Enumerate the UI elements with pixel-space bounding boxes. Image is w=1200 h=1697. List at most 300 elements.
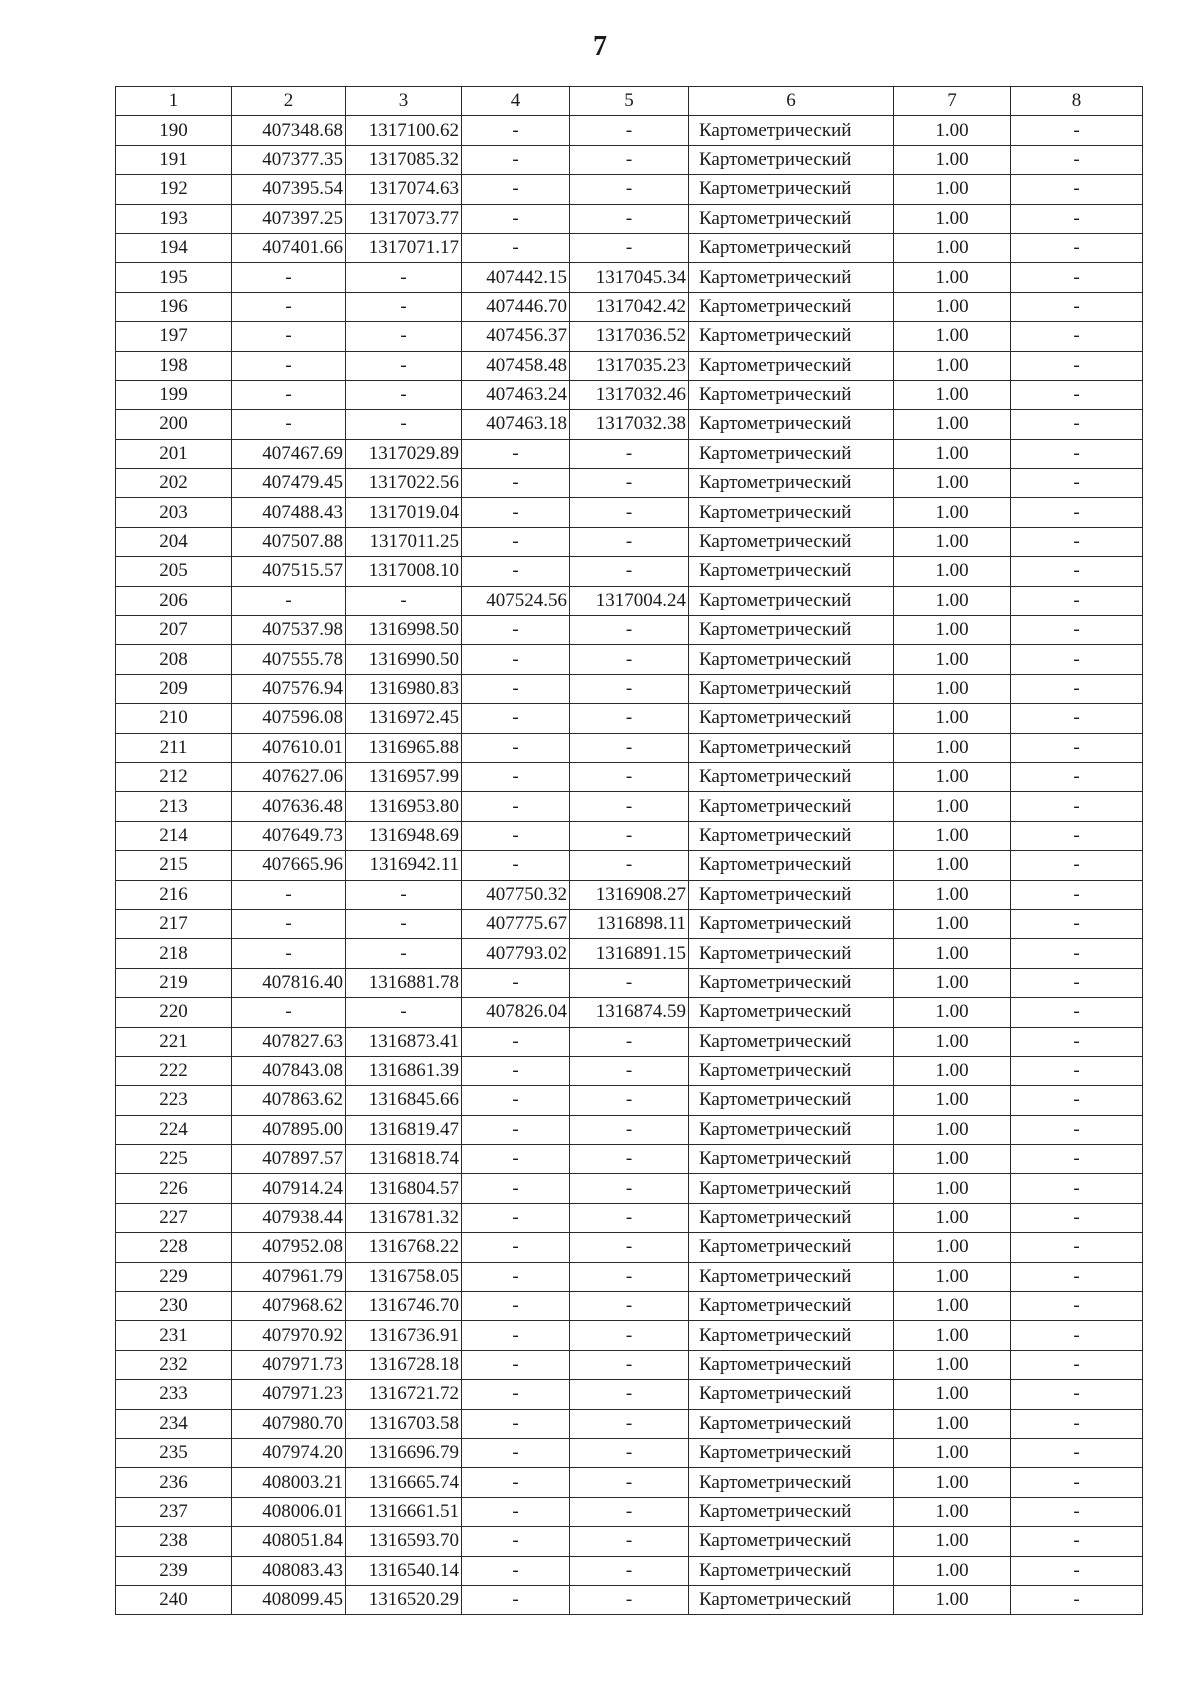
- x-existing-cell: 407968.62: [232, 1292, 346, 1321]
- method-cell: Картометрический: [689, 1497, 894, 1526]
- x-existing-cell: 407596.08: [232, 704, 346, 733]
- point-number-cell: 191: [116, 145, 232, 174]
- x-existing-cell: 407395.54: [232, 175, 346, 204]
- description-cell: -: [1011, 204, 1143, 233]
- accuracy-cell: 1.00: [894, 1145, 1011, 1174]
- y-new-cell: -: [570, 733, 689, 762]
- y-existing-cell: 1316980.83: [346, 674, 462, 703]
- accuracy-cell: 1.00: [894, 1027, 1011, 1056]
- table-row: [116, 1174, 1143, 1203]
- y-existing-cell: 1316881.78: [346, 968, 462, 997]
- x-existing-cell: -: [232, 939, 346, 968]
- x-existing-cell: 407961.79: [232, 1262, 346, 1291]
- description-cell: -: [1011, 1086, 1143, 1115]
- x-existing-cell: 407971.73: [232, 1350, 346, 1379]
- table-row: [116, 1086, 1143, 1115]
- page-number: 7: [593, 31, 607, 62]
- description-cell: -: [1011, 674, 1143, 703]
- table-row: [116, 1497, 1143, 1526]
- y-existing-cell: 1316758.05: [346, 1262, 462, 1291]
- description-cell: -: [1011, 1292, 1143, 1321]
- point-number-cell: 231: [116, 1321, 232, 1350]
- x-new-cell: -: [462, 704, 570, 733]
- description-cell: -: [1011, 880, 1143, 909]
- y-new-cell: -: [570, 1527, 689, 1556]
- point-number-cell: 225: [116, 1145, 232, 1174]
- method-cell: Картометрический: [689, 263, 894, 292]
- table-row: [116, 292, 1143, 321]
- description-cell: -: [1011, 821, 1143, 850]
- description-cell: -: [1011, 1056, 1143, 1085]
- accuracy-cell: 1.00: [894, 263, 1011, 292]
- x-existing-cell: 407377.35: [232, 145, 346, 174]
- method-cell: Картометрический: [689, 145, 894, 174]
- point-number-cell: 226: [116, 1174, 232, 1203]
- y-new-cell: -: [570, 1321, 689, 1350]
- table-row: [116, 762, 1143, 791]
- accuracy-cell: 1.00: [894, 116, 1011, 145]
- x-new-cell: -: [462, 792, 570, 821]
- y-existing-cell: 1316819.47: [346, 1115, 462, 1144]
- x-existing-cell: -: [232, 351, 346, 380]
- point-number-cell: 211: [116, 733, 232, 762]
- x-new-cell: -: [462, 1350, 570, 1379]
- y-new-cell: -: [570, 1350, 689, 1379]
- x-existing-cell: 407816.40: [232, 968, 346, 997]
- x-new-cell: -: [462, 733, 570, 762]
- method-cell: Картометрический: [689, 1409, 894, 1438]
- description-cell: -: [1011, 968, 1143, 997]
- point-number-cell: 201: [116, 439, 232, 468]
- point-number-cell: 215: [116, 851, 232, 880]
- description-cell: -: [1011, 351, 1143, 380]
- x-existing-cell: 407627.06: [232, 762, 346, 791]
- y-new-cell: 1316908.27: [570, 880, 689, 909]
- y-existing-cell: -: [346, 410, 462, 439]
- y-new-cell: 1317035.23: [570, 351, 689, 380]
- method-cell: Картометрический: [689, 586, 894, 615]
- x-new-cell: 407442.15: [462, 263, 570, 292]
- x-new-cell: -: [462, 1027, 570, 1056]
- y-existing-cell: 1317071.17: [346, 233, 462, 262]
- y-new-cell: 1317004.24: [570, 586, 689, 615]
- y-existing-cell: -: [346, 909, 462, 938]
- accuracy-cell: 1.00: [894, 469, 1011, 498]
- description-cell: -: [1011, 1115, 1143, 1144]
- description-cell: -: [1011, 233, 1143, 262]
- description-cell: -: [1011, 410, 1143, 439]
- x-new-cell: -: [462, 1556, 570, 1585]
- point-number-cell: 222: [116, 1056, 232, 1085]
- y-new-cell: -: [570, 616, 689, 645]
- method-cell: Картометрический: [689, 851, 894, 880]
- x-existing-cell: 407649.73: [232, 821, 346, 850]
- method-cell: Картометрический: [689, 733, 894, 762]
- y-new-cell: -: [570, 439, 689, 468]
- x-existing-cell: 407397.25: [232, 204, 346, 233]
- y-existing-cell: 1316861.39: [346, 1056, 462, 1085]
- table-row: [116, 557, 1143, 586]
- y-new-cell: -: [570, 704, 689, 733]
- x-new-cell: -: [462, 968, 570, 997]
- table-row: [116, 1527, 1143, 1556]
- x-new-cell: -: [462, 1056, 570, 1085]
- column-header-4: 4: [462, 87, 570, 116]
- accuracy-cell: 1.00: [894, 704, 1011, 733]
- method-cell: Картометрический: [689, 233, 894, 262]
- y-new-cell: -: [570, 204, 689, 233]
- table-row: [116, 1585, 1143, 1614]
- y-existing-cell: 1316998.50: [346, 616, 462, 645]
- description-cell: -: [1011, 1174, 1143, 1203]
- point-number-cell: 232: [116, 1350, 232, 1379]
- accuracy-cell: 1.00: [894, 762, 1011, 791]
- method-cell: Картометрический: [689, 792, 894, 821]
- accuracy-cell: 1.00: [894, 851, 1011, 880]
- x-existing-cell: 407576.94: [232, 674, 346, 703]
- point-number-cell: 197: [116, 322, 232, 351]
- x-new-cell: -: [462, 1174, 570, 1203]
- table-row: [116, 1027, 1143, 1056]
- x-existing-cell: 408099.45: [232, 1585, 346, 1614]
- y-existing-cell: -: [346, 586, 462, 615]
- y-new-cell: -: [570, 1380, 689, 1409]
- table-row: [116, 1203, 1143, 1232]
- y-existing-cell: 1316721.72: [346, 1380, 462, 1409]
- x-new-cell: -: [462, 1203, 570, 1232]
- y-existing-cell: 1316965.88: [346, 733, 462, 762]
- y-existing-cell: 1316948.69: [346, 821, 462, 850]
- column-header-5: 5: [570, 87, 689, 116]
- y-new-cell: -: [570, 1203, 689, 1232]
- description-cell: -: [1011, 1468, 1143, 1497]
- x-new-cell: -: [462, 1145, 570, 1174]
- y-new-cell: -: [570, 527, 689, 556]
- point-number-cell: 233: [116, 1380, 232, 1409]
- method-cell: Картометрический: [689, 1380, 894, 1409]
- y-existing-cell: 1316728.18: [346, 1350, 462, 1379]
- accuracy-cell: 1.00: [894, 557, 1011, 586]
- point-number-cell: 193: [116, 204, 232, 233]
- point-number-cell: 240: [116, 1585, 232, 1614]
- method-cell: Картометрический: [689, 762, 894, 791]
- method-cell: Картометрический: [689, 674, 894, 703]
- point-number-cell: 194: [116, 233, 232, 262]
- x-new-cell: -: [462, 851, 570, 880]
- accuracy-cell: 1.00: [894, 1585, 1011, 1614]
- point-number-cell: 220: [116, 998, 232, 1027]
- y-new-cell: -: [570, 1056, 689, 1085]
- y-new-cell: -: [570, 1027, 689, 1056]
- description-cell: -: [1011, 1233, 1143, 1262]
- x-existing-cell: 407914.24: [232, 1174, 346, 1203]
- x-existing-cell: -: [232, 410, 346, 439]
- description-cell: -: [1011, 1438, 1143, 1467]
- x-new-cell: -: [462, 204, 570, 233]
- accuracy-cell: 1.00: [894, 1468, 1011, 1497]
- table-row: [116, 704, 1143, 733]
- table-row: [116, 733, 1143, 762]
- method-cell: Картометрический: [689, 1174, 894, 1203]
- y-existing-cell: 1316661.51: [346, 1497, 462, 1526]
- table-header: [116, 87, 1143, 116]
- x-existing-cell: 407863.62: [232, 1086, 346, 1115]
- y-existing-cell: 1316593.70: [346, 1527, 462, 1556]
- description-cell: -: [1011, 263, 1143, 292]
- x-new-cell: 407524.56: [462, 586, 570, 615]
- y-existing-cell: 1316818.74: [346, 1145, 462, 1174]
- point-number-cell: 224: [116, 1115, 232, 1144]
- x-existing-cell: 407843.08: [232, 1056, 346, 1085]
- table-row: [116, 410, 1143, 439]
- x-new-cell: -: [462, 1409, 570, 1438]
- description-cell: -: [1011, 116, 1143, 145]
- column-header-1: 1: [116, 87, 232, 116]
- y-existing-cell: -: [346, 292, 462, 321]
- point-number-cell: 235: [116, 1438, 232, 1467]
- table-row: [116, 204, 1143, 233]
- table-row: [116, 1556, 1143, 1585]
- point-number-cell: 229: [116, 1262, 232, 1291]
- x-new-cell: -: [462, 233, 570, 262]
- point-number-cell: 239: [116, 1556, 232, 1585]
- description-cell: -: [1011, 704, 1143, 733]
- x-new-cell: -: [462, 1321, 570, 1350]
- y-new-cell: -: [570, 145, 689, 174]
- table-row: [116, 968, 1143, 997]
- description-cell: -: [1011, 1409, 1143, 1438]
- method-cell: Картометрический: [689, 439, 894, 468]
- method-cell: Картометрический: [689, 1585, 894, 1614]
- point-number-cell: 230: [116, 1292, 232, 1321]
- table-row: [116, 145, 1143, 174]
- description-cell: -: [1011, 762, 1143, 791]
- table-row: [116, 116, 1143, 145]
- x-existing-cell: 407467.69: [232, 439, 346, 468]
- accuracy-cell: 1.00: [894, 1292, 1011, 1321]
- point-number-cell: 216: [116, 880, 232, 909]
- y-new-cell: -: [570, 1115, 689, 1144]
- description-cell: -: [1011, 1497, 1143, 1526]
- point-number-cell: 236: [116, 1468, 232, 1497]
- method-cell: Картометрический: [689, 1203, 894, 1232]
- x-new-cell: 407463.24: [462, 380, 570, 409]
- description-cell: -: [1011, 939, 1143, 968]
- table-row: [116, 1409, 1143, 1438]
- method-cell: Картометрический: [689, 1115, 894, 1144]
- point-number-cell: 227: [116, 1203, 232, 1232]
- description-cell: -: [1011, 645, 1143, 674]
- accuracy-cell: 1.00: [894, 1556, 1011, 1585]
- method-cell: Картометрический: [689, 322, 894, 351]
- y-existing-cell: 1316746.70: [346, 1292, 462, 1321]
- method-cell: Картометрический: [689, 557, 894, 586]
- method-cell: Картометрический: [689, 116, 894, 145]
- accuracy-cell: 1.00: [894, 145, 1011, 174]
- x-existing-cell: 407348.68: [232, 116, 346, 145]
- description-cell: -: [1011, 998, 1143, 1027]
- x-new-cell: -: [462, 1262, 570, 1291]
- method-cell: Картометрический: [689, 1056, 894, 1085]
- y-existing-cell: 1316953.80: [346, 792, 462, 821]
- description-cell: -: [1011, 1027, 1143, 1056]
- method-cell: Картометрический: [689, 175, 894, 204]
- table-row: [116, 616, 1143, 645]
- table-row: [116, 821, 1143, 850]
- table-row: [116, 1145, 1143, 1174]
- table-row: [116, 1468, 1143, 1497]
- table-row: [116, 1350, 1143, 1379]
- accuracy-cell: 1.00: [894, 880, 1011, 909]
- accuracy-cell: 1.00: [894, 645, 1011, 674]
- method-cell: Картометрический: [689, 939, 894, 968]
- x-existing-cell: 407479.45: [232, 469, 346, 498]
- accuracy-cell: 1.00: [894, 527, 1011, 556]
- accuracy-cell: 1.00: [894, 1086, 1011, 1115]
- table-row: [116, 175, 1143, 204]
- y-new-cell: -: [570, 674, 689, 703]
- table-row: [116, 998, 1143, 1027]
- x-existing-cell: -: [232, 380, 346, 409]
- y-new-cell: -: [570, 645, 689, 674]
- accuracy-cell: 1.00: [894, 1115, 1011, 1144]
- x-new-cell: 407750.32: [462, 880, 570, 909]
- point-number-cell: 202: [116, 469, 232, 498]
- x-new-cell: -: [462, 821, 570, 850]
- point-number-cell: 238: [116, 1527, 232, 1556]
- x-existing-cell: 407610.01: [232, 733, 346, 762]
- y-existing-cell: 1316781.32: [346, 1203, 462, 1232]
- x-existing-cell: 408051.84: [232, 1527, 346, 1556]
- x-new-cell: -: [462, 1292, 570, 1321]
- x-existing-cell: 407970.92: [232, 1321, 346, 1350]
- y-existing-cell: 1316736.91: [346, 1321, 462, 1350]
- accuracy-cell: 1.00: [894, 821, 1011, 850]
- y-existing-cell: 1317029.89: [346, 439, 462, 468]
- x-existing-cell: 407537.98: [232, 616, 346, 645]
- y-new-cell: -: [570, 1556, 689, 1585]
- x-new-cell: -: [462, 1086, 570, 1115]
- y-existing-cell: -: [346, 998, 462, 1027]
- accuracy-cell: 1.00: [894, 292, 1011, 321]
- description-cell: -: [1011, 1350, 1143, 1379]
- y-new-cell: -: [570, 1292, 689, 1321]
- method-cell: Картометрический: [689, 645, 894, 674]
- accuracy-cell: 1.00: [894, 1438, 1011, 1467]
- column-header-6: 6: [689, 87, 894, 116]
- method-cell: Картометрический: [689, 1027, 894, 1056]
- x-new-cell: -: [462, 1115, 570, 1144]
- description-cell: -: [1011, 1203, 1143, 1232]
- point-number-cell: 234: [116, 1409, 232, 1438]
- column-header-2: 2: [232, 87, 346, 116]
- y-existing-cell: 1317073.77: [346, 204, 462, 233]
- x-new-cell: 407446.70: [462, 292, 570, 321]
- y-new-cell: -: [570, 557, 689, 586]
- accuracy-cell: 1.00: [894, 233, 1011, 262]
- x-new-cell: -: [462, 1497, 570, 1526]
- table-row: [116, 469, 1143, 498]
- table-row: [116, 909, 1143, 938]
- method-cell: Картометрический: [689, 1233, 894, 1262]
- method-cell: Картометрический: [689, 292, 894, 321]
- description-cell: -: [1011, 1145, 1143, 1174]
- x-new-cell: -: [462, 498, 570, 527]
- y-existing-cell: 1316703.58: [346, 1409, 462, 1438]
- table-row: [116, 1115, 1143, 1144]
- y-new-cell: -: [570, 968, 689, 997]
- x-new-cell: -: [462, 557, 570, 586]
- point-number-cell: 198: [116, 351, 232, 380]
- method-cell: Картометрический: [689, 1438, 894, 1467]
- accuracy-cell: 1.00: [894, 1203, 1011, 1232]
- point-number-cell: 223: [116, 1086, 232, 1115]
- y-existing-cell: 1316942.11: [346, 851, 462, 880]
- description-cell: -: [1011, 616, 1143, 645]
- description-cell: -: [1011, 439, 1143, 468]
- method-cell: Картометрический: [689, 1556, 894, 1585]
- y-new-cell: -: [570, 821, 689, 850]
- y-new-cell: 1317045.34: [570, 263, 689, 292]
- x-new-cell: -: [462, 645, 570, 674]
- y-new-cell: -: [570, 851, 689, 880]
- point-number-cell: 214: [116, 821, 232, 850]
- y-new-cell: -: [570, 1145, 689, 1174]
- x-existing-cell: 407938.44: [232, 1203, 346, 1232]
- point-number-cell: 218: [116, 939, 232, 968]
- y-new-cell: -: [570, 469, 689, 498]
- x-existing-cell: -: [232, 586, 346, 615]
- y-existing-cell: -: [346, 880, 462, 909]
- table-row: [116, 498, 1143, 527]
- method-cell: Картометрический: [689, 498, 894, 527]
- point-number-cell: 205: [116, 557, 232, 586]
- description-cell: -: [1011, 851, 1143, 880]
- method-cell: Картометрический: [689, 821, 894, 850]
- description-cell: -: [1011, 322, 1143, 351]
- method-cell: Картометрический: [689, 1292, 894, 1321]
- x-new-cell: 407793.02: [462, 939, 570, 968]
- x-new-cell: -: [462, 116, 570, 145]
- table-row: [116, 1321, 1143, 1350]
- accuracy-cell: 1.00: [894, 674, 1011, 703]
- point-number-cell: 208: [116, 645, 232, 674]
- point-number-cell: 200: [116, 410, 232, 439]
- y-existing-cell: 1317022.56: [346, 469, 462, 498]
- table-row: [116, 792, 1143, 821]
- accuracy-cell: 1.00: [894, 351, 1011, 380]
- table-row: [116, 1056, 1143, 1085]
- description-cell: -: [1011, 1556, 1143, 1585]
- table-row: [116, 674, 1143, 703]
- x-new-cell: -: [462, 527, 570, 556]
- x-existing-cell: 407971.23: [232, 1380, 346, 1409]
- y-new-cell: -: [570, 762, 689, 791]
- point-number-cell: 206: [116, 586, 232, 615]
- y-existing-cell: 1316845.66: [346, 1086, 462, 1115]
- description-cell: -: [1011, 1585, 1143, 1614]
- description-cell: -: [1011, 527, 1143, 556]
- accuracy-cell: 1.00: [894, 998, 1011, 1027]
- point-number-cell: 204: [116, 527, 232, 556]
- y-existing-cell: 1316520.29: [346, 1585, 462, 1614]
- x-new-cell: -: [462, 145, 570, 174]
- description-cell: -: [1011, 1262, 1143, 1291]
- accuracy-cell: 1.00: [894, 1380, 1011, 1409]
- point-number-cell: 195: [116, 263, 232, 292]
- y-new-cell: -: [570, 1585, 689, 1614]
- x-new-cell: -: [462, 674, 570, 703]
